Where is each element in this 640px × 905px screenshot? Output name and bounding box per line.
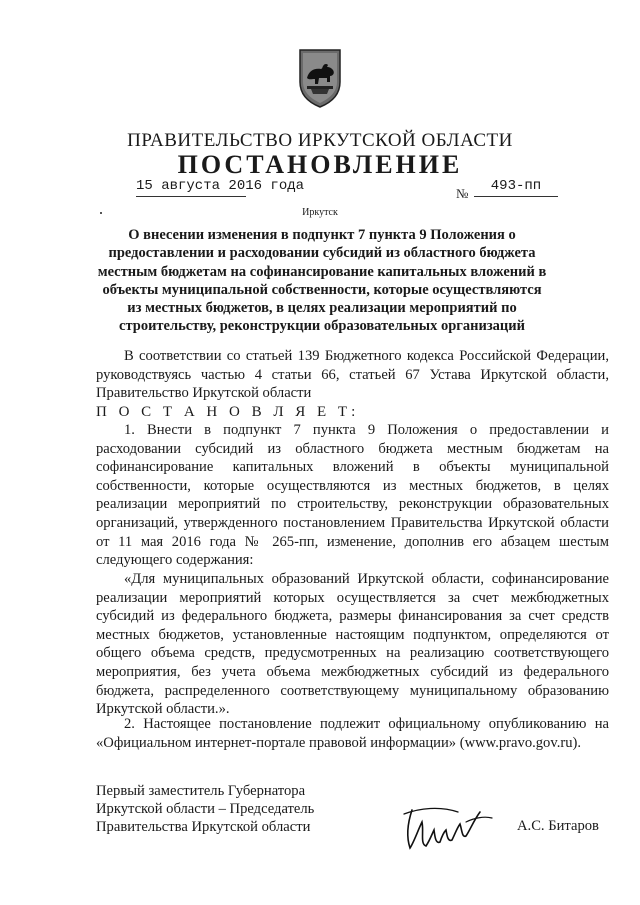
quoted-paragraph: «Для муниципальных образований Иркутской области, софинансирование реализации мероприятий которых осуществляется за счет межбюджетных субсидий из федерального бюджета, размеры финансирования за счет средств местных бюджетов, установленные настоящим подпунктом, определяются от общего объема средств, предусмотренных на реализацию соответствующего мероприятия, без учета объема межбюджетных субсидий из федерального бюджета, распределенного соответствующему муниципальному образованию Иркутской области.». <box>96 571 609 718</box>
decree-number: 493-пп <box>474 178 558 197</box>
document-type-title: ПОСТАНОВЛЕНИЕ <box>177 150 463 179</box>
decree-date: 15 августа 2016 года <box>136 178 246 197</box>
decree-word: П О С Т А Н О В Л Я Е Т: <box>96 404 360 420</box>
item-1-paragraph: 1. Внести в подпункт 7 пункта 9 Положения о предоставлении и расходовании субсидий из областного бюджета местным бюджетам на софинансирование капитальных вложений в объекты муниципальной собственности, которые осуществляются из местных бюджетов, в целях реализации мероприятий по строительству, реконструкции образовательных организаций, утвержденного постановлением Правительства Иркутской области от 11 мая 2016 года № 265-пп, изменение, дополнив его абзацем шестым следующего содержания: <box>96 422 609 569</box>
signer-title-line: Правительства Иркутской области <box>96 818 311 835</box>
handwritten-signature <box>400 800 500 860</box>
signer-title-line: Иркутской области – Председатель <box>96 800 315 817</box>
decree-heading: О внесении изменения в подпункт 7 пункта 9 Положения о предоставлении и расходовании субсидий из областного бюджета местным бюджетам на софинансирование капитальных вложений в объекты муниципальной собственности, которые осуществляются из местных бюджетов, в целях реализации мероприятий по строительству, реконструкции образовательных организаций <box>97 227 547 335</box>
preamble-paragraph: В соответствии со статьей 139 Бюджетного кодекса Российской Федерации, руководствуясь частью 4 статьи 66, статьей 67 Устава Иркутской области, Правительство Иркутской области <box>96 348 609 402</box>
item-2-paragraph: 2. Настоящее постановление подлежит официальному опубликованию на «Официальном интернет-портале правовой информации» (www.pravo.gov.ru). <box>96 716 609 751</box>
signer-title <box>96 783 346 836</box>
government-name: ПРАВИТЕЛЬСТВО ИРКУТСКОЙ ОБЛАСТИ <box>127 130 513 151</box>
number-sign: № <box>456 186 469 201</box>
signer-title-line: Первый заместитель Губернатора <box>96 783 306 799</box>
signer-name: А.С. Битаров <box>517 818 599 834</box>
city-name: Иркутск <box>302 207 338 218</box>
irkutsk-coat-of-arms-icon <box>297 48 343 108</box>
